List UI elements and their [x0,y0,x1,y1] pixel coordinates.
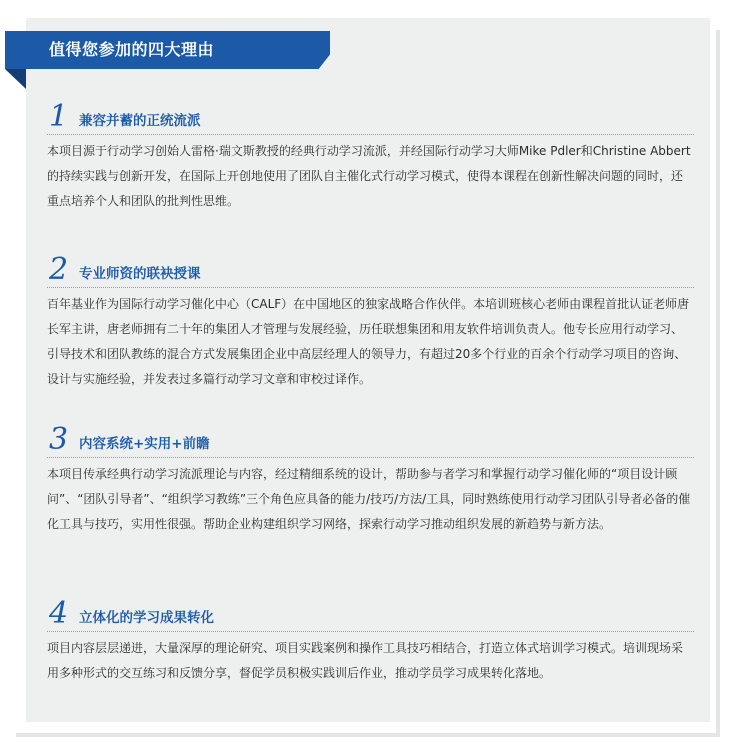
banner-fold [5,69,26,89]
card-shadow [716,30,720,737]
section-body: 本项目源于行动学习创始人雷格·瑞文斯教授的经典行动学习流派，并经国际行动学习大师Mike Pdler和Christine Abbert的持续实践与创新开发，在国际上开创地使用了团队自主催化式行动学习模式，使得本课程在创新性解决问题的同时，还重点培养个人和团队的批判性思维。 [47,144,691,208]
section-title: 兼容并蓄的正统流派 [79,113,201,129]
section-header [47,423,694,458]
section-body: 项目内容层层递进，大量深厚的理论研究、项目实践案例和操作工具技巧相结合，打造立体式培训学习模式。培训现场采用多种形式的交互练习和反馈分享，督促学员积极实践训后作业，推动学员学习成果转化落地。 [47,641,684,680]
section-title: 专业师资的联袂授课 [79,266,201,282]
reason-section-3 [47,423,694,537]
section-number: 4 [49,596,69,631]
section-header [47,597,694,632]
section-header [47,253,694,288]
reason-section-4 [47,597,694,686]
section-number: 2 [49,252,69,287]
page-title: 值得您参加的四大理由 [49,40,215,59]
section-body: 百年基业作为国际行动学习催化中心（CALF）在中国地区的独家战略合作伙伴。本培训班核心老师由课程首批认证老师唐长军主讲，唐老师拥有二十年的集团人才管理与发展经验，历任联想集团和用友软件培训负责人。他专长应用行动学习、引导技术和团队教练的混合方式发展集团企业中高层经理人的领导力，有超过20多个行业的百余个行动学习项目的咨询、设计与实施经验，并发表过多篇行动学习文章和审校过译作。 [47,297,690,386]
section-header [47,100,694,135]
section-title: 立体化的学习成果转化 [79,610,214,626]
card-shadow [16,733,720,737]
section-number: 1 [49,99,69,134]
reason-section-1 [47,100,694,214]
reason-section-2 [47,253,694,392]
section-body: 本项目传承经典行动学习流派理论与内容，经过精细系统的设计，帮助参与者学习和掌握行动学习催化师的“项目设计顾问”、“团队引导者”、“组织学习教练”三个角色应具备的能力/技巧/方法/工具，同时熟练使用行动学习团队引导者必备的催化工具与技巧，实用性很强。帮助企业构建组织学习网络，探索行动学习推动组织发展的新趋势与新方法。 [47,467,691,531]
section-title: 内容系统+实用+前瞻 [79,436,210,452]
section-number: 3 [49,422,69,457]
